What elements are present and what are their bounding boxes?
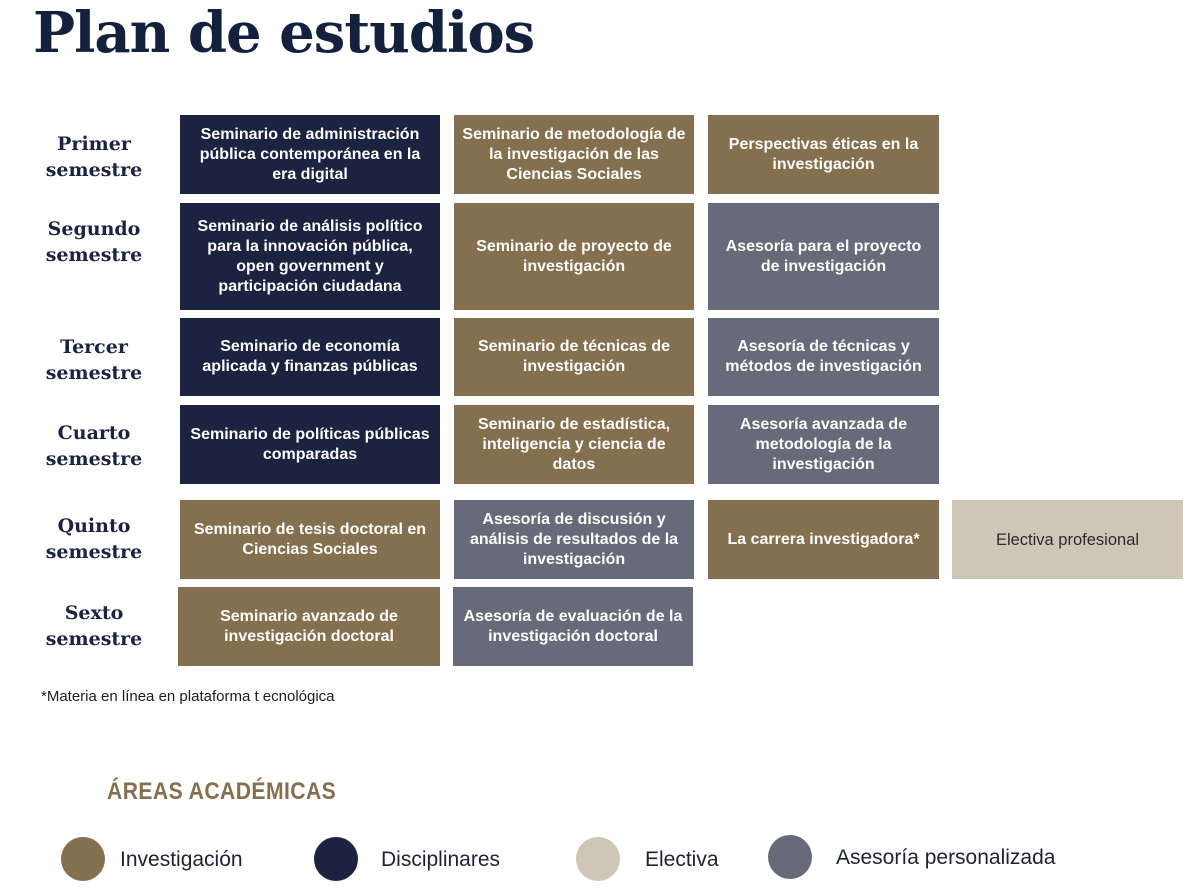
semester-label-5: Quinto semestre	[45, 515, 143, 563]
legend-swatch	[768, 835, 812, 879]
course-cell[interactable]: Seminario de técnicas de investigación	[454, 318, 694, 396]
course-cell[interactable]: Asesoría de técnicas y métodos de investigación	[708, 318, 939, 396]
course-cell[interactable]: Seminario de estadística, inteligencia y ciencia de datos	[454, 405, 694, 484]
legend-swatch	[61, 837, 105, 881]
course-cell[interactable]: Seminario avanzado de investigación doctoral	[178, 587, 440, 666]
course-cell[interactable]: Asesoría de evaluación de la investigación doctoral	[453, 587, 693, 666]
legend-label: Investigación	[120, 848, 243, 871]
course-cell[interactable]: Seminario de proyecto de investigación	[454, 203, 694, 310]
course-cell[interactable]: Perspectivas éticas en la investigación	[708, 115, 939, 194]
semester-label-6: Sexto semestre	[45, 602, 143, 650]
semester-label-1: Primer semestre	[45, 133, 143, 181]
page-title: Plan de estudios	[33, 0, 535, 66]
legend-swatch	[576, 837, 620, 881]
legend-label: Asesoría personalizada	[836, 846, 1056, 869]
course-cell[interactable]: Asesoría para el proyecto de investigación	[708, 203, 939, 310]
course-cell[interactable]: Seminario de análisis político para la innovación pública, open government y participación ciudadana	[180, 203, 440, 310]
course-cell[interactable]: Seminario de economía aplicada y finanzas públicas	[180, 318, 440, 396]
semester-label-4: Cuarto semestre	[45, 422, 143, 470]
legend-label: Disciplinares	[381, 848, 501, 871]
legend-label: Electiva	[645, 848, 719, 871]
course-cell[interactable]: Seminario de administración pública contemporánea en la era digital	[180, 115, 440, 194]
course-cell[interactable]: La carrera investigadora*	[708, 500, 939, 579]
course-cell[interactable]: Seminario de políticas públicas comparadas	[180, 405, 440, 484]
footnote: *Materia en línea en plataforma t ecnológica	[41, 688, 335, 705]
legend-swatch	[314, 837, 358, 881]
areas-title: ÁREAS ACADÉMICAS	[107, 778, 337, 805]
semester-label-3: Tercer semestre	[45, 336, 143, 384]
course-cell[interactable]: Electiva profesional	[952, 500, 1183, 579]
semester-label-2: Segundo semestre	[45, 218, 143, 266]
course-cell[interactable]: Asesoría avanzada de metodología de la investigación	[708, 405, 939, 484]
course-cell[interactable]: Seminario de tesis doctoral en Ciencias Sociales	[180, 500, 440, 579]
course-cell[interactable]: Seminario de metodología de la investigación de las Ciencias Sociales	[454, 115, 694, 194]
course-cell[interactable]: Asesoría de discusión y análisis de resultados de la investigación	[454, 500, 694, 579]
